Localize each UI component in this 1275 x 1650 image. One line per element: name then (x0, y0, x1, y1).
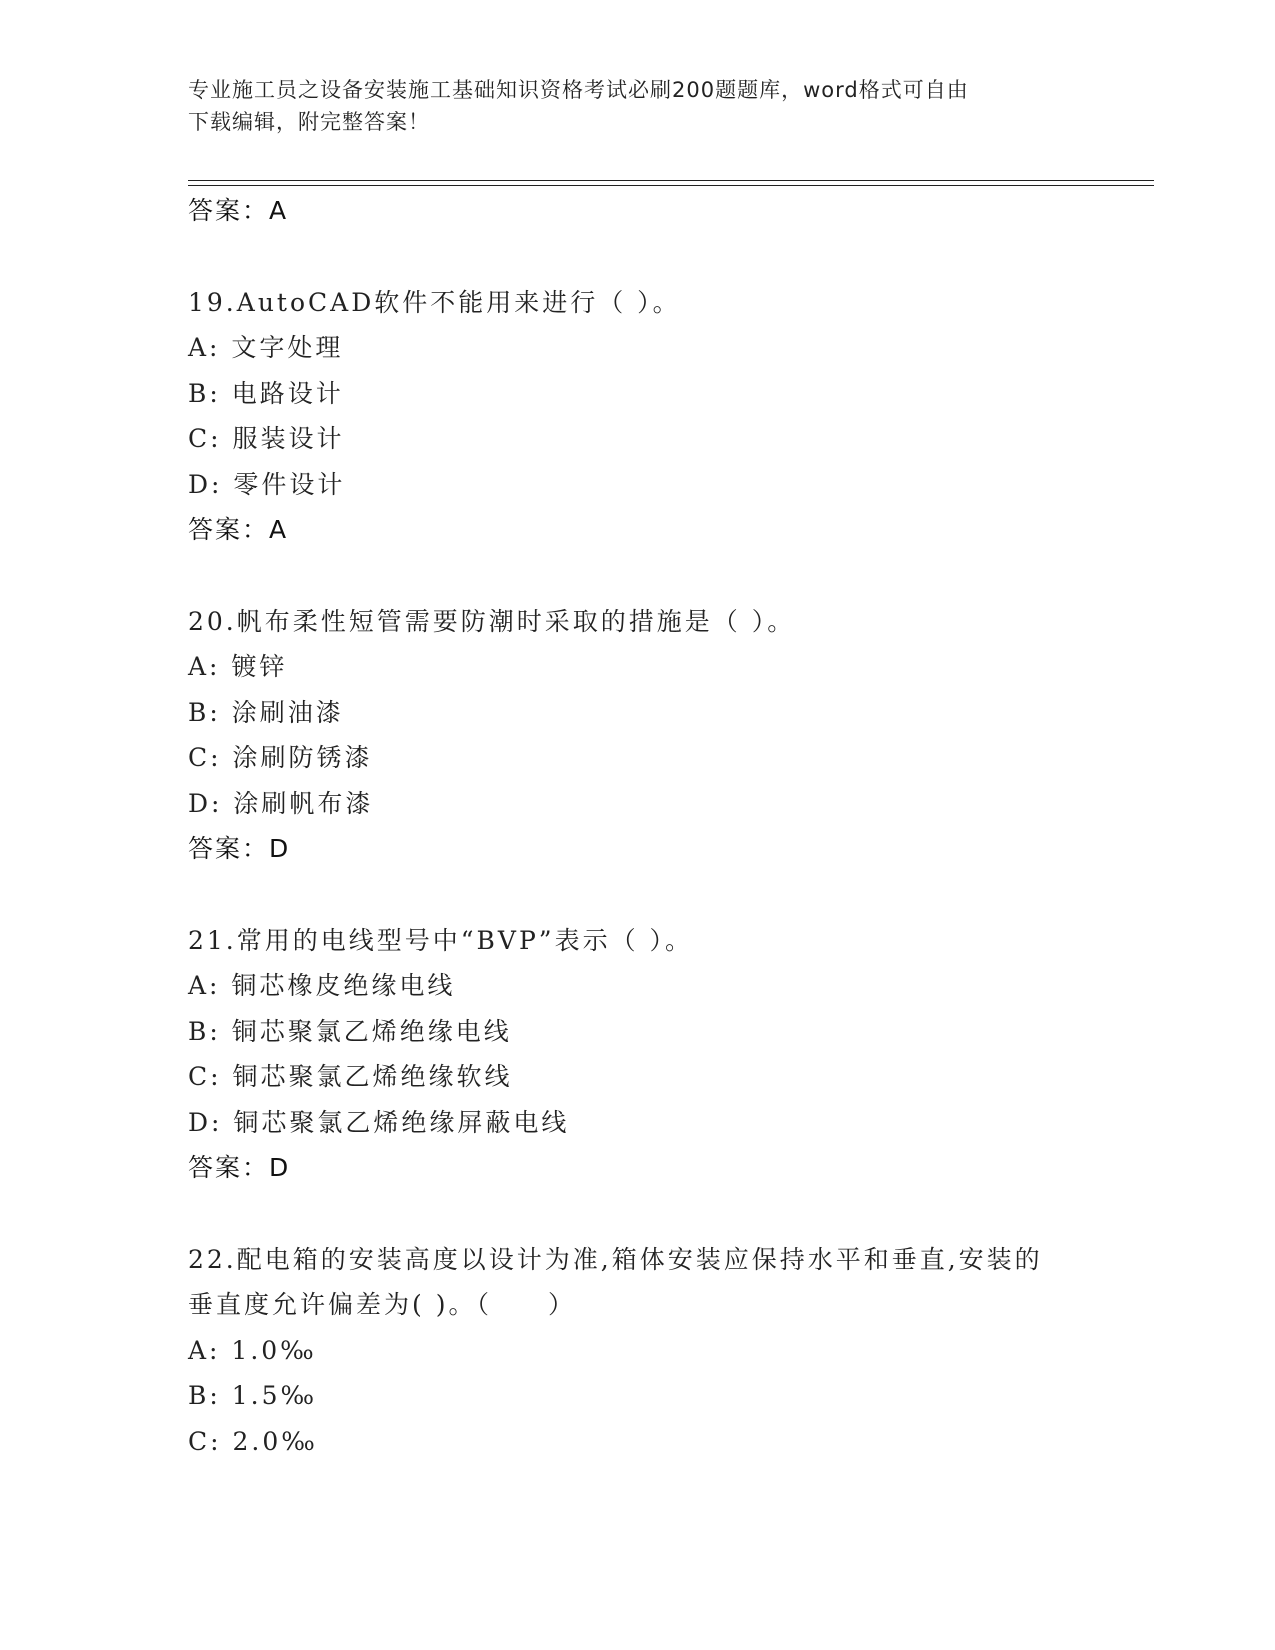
option-a: A: 1.0‰ (188, 1335, 317, 1365)
option-b: B: 铜芯聚氯乙烯绝缘电线 (188, 1016, 512, 1046)
question-stem-line-2: 垂直度允许偏差为( )。（ ） (188, 1290, 576, 1319)
option-d: D: 铜芯聚氯乙烯绝缘屏蔽电线 (188, 1107, 570, 1137)
question-stem: 21.常用的电线型号中“BVP”表示（ ）。 (188, 925, 694, 955)
header-divider-bottom (188, 185, 1154, 186)
spacer (188, 872, 1148, 918)
option-d: D: 涂刷帆布漆 (188, 788, 374, 818)
document-header (188, 74, 1068, 138)
option-b: B: 1.5‰ (188, 1381, 318, 1410)
answer-label: 答案：D (188, 834, 291, 863)
question-list (188, 188, 1148, 1464)
question-stem-line-1: 22.配电箱的安装高度以设计为准,箱体安装应保持水平和垂直,安装的 (188, 1244, 1043, 1274)
option-c: C: 服装设计 (188, 424, 345, 453)
answer-label: 答案：A (188, 515, 289, 544)
question-21 (188, 918, 1148, 1191)
question-19 (188, 280, 1148, 553)
question-stem: 19.AutoCAD软件不能用来进行（ ）。 (188, 287, 681, 317)
question-22 (188, 1237, 1148, 1465)
question-stem: 20.帆布柔性短管需要防潮时采取的措施是（ ）。 (188, 606, 796, 636)
previous-answer: 答案：A (188, 196, 289, 225)
question-20 (188, 599, 1148, 872)
spacer (188, 234, 1148, 280)
option-c: C: 铜芯聚氯乙烯绝缘软线 (188, 1062, 513, 1091)
option-c: C: 2.0‰ (188, 1426, 318, 1456)
option-b: B: 电路设计 (188, 378, 344, 408)
header-divider-top (188, 180, 1154, 181)
option-a: A: 镀锌 (188, 652, 288, 681)
option-d: D: 零件设计 (188, 469, 346, 499)
option-a: A: 铜芯橡皮绝缘电线 (188, 971, 456, 1000)
header-title-line-1: 专业施工员之设备安装施工基础知识资格考试必刷200题题库，word格式可自由 (188, 78, 969, 102)
header-title-line-2: 下载编辑，附完整答案！ (188, 110, 430, 134)
spacer (188, 1191, 1148, 1237)
option-a: A: 文字处理 (188, 333, 344, 362)
option-b: B: 涂刷油漆 (188, 697, 344, 727)
spacer (188, 553, 1148, 599)
option-c: C: 涂刷防锈漆 (188, 743, 373, 772)
answer-label: 答案：D (188, 1153, 291, 1182)
